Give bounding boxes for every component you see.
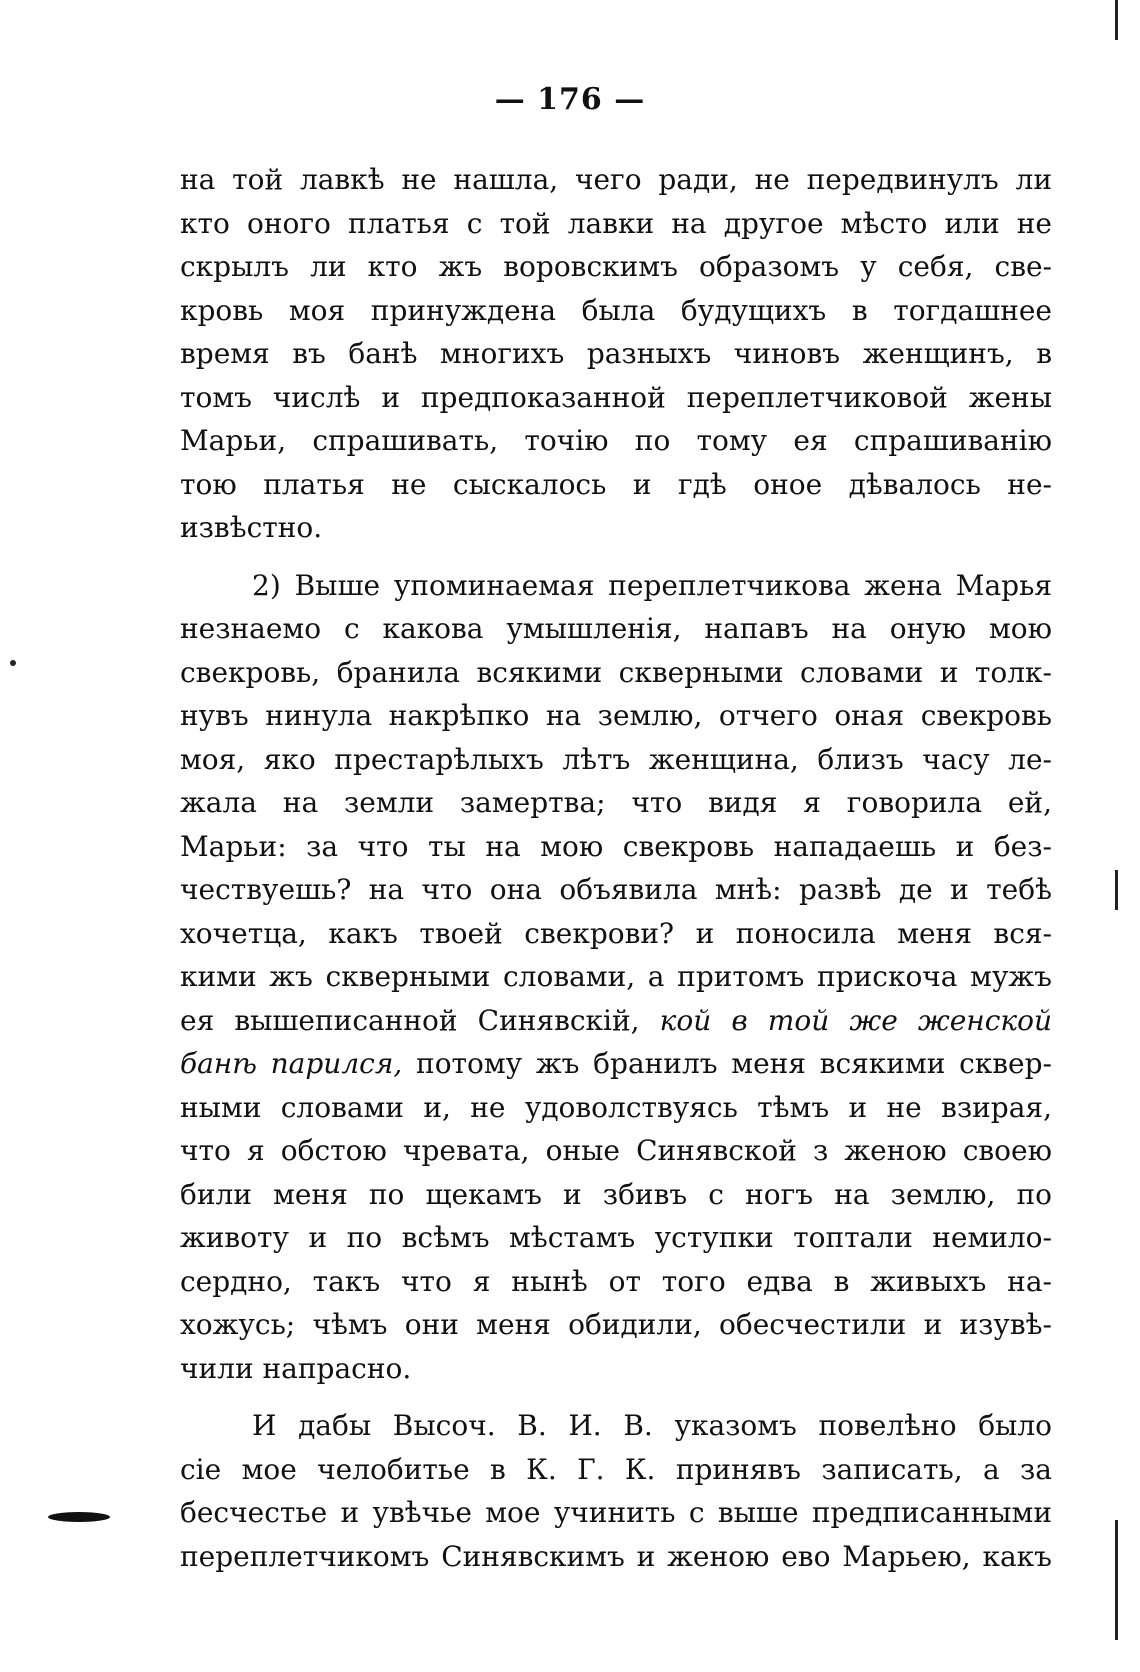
text-segment: ея вышеписанной Синявскій, bbox=[180, 1003, 640, 1037]
text-segment: потому жъ бранилъ меня всякими сквер- bbox=[416, 1047, 1053, 1080]
paragraph-3 bbox=[180, 1404, 1052, 1578]
paragraph-2 bbox=[180, 564, 1052, 1391]
italic-segment: банѣ парился, bbox=[180, 1047, 403, 1080]
page-edge-line bbox=[1115, 1520, 1118, 1640]
page-number: — 176 — bbox=[494, 82, 646, 117]
text-line: переплетчикомъ Синявскимъ и женою ево Марьею, какъ bbox=[180, 1539, 1052, 1573]
text-line: кими жъ скверными словами, а притомъ прискоча мужъ bbox=[180, 960, 1052, 993]
text-line: скрылъ ли кто жъ воровскимъ образомъ у себя, све- bbox=[180, 250, 1052, 283]
text-line: били меня по щекамъ и збивъ с ногъ на землю, по bbox=[180, 1177, 1052, 1211]
text-line: бесчестье и увѣчье мое учинить с выше предписанными bbox=[180, 1496, 1052, 1529]
ink-speck bbox=[10, 660, 16, 666]
text-line: ными словами и, не удоволствуясь тѣмъ и не взирая, bbox=[180, 1090, 1052, 1124]
text-line: тою платья не сыскалось и гдѣ оное дѣвалось не- bbox=[180, 467, 1052, 501]
text-line: 2) Выше упоминаемая переплетчикова жена Марья bbox=[252, 568, 1052, 602]
text-line: сіе мое челобитье в К. Г. К. принявъ записать, а за bbox=[180, 1452, 1052, 1486]
text-line: сердно, такъ что я нынѣ от того едва в живыхъ на- bbox=[180, 1264, 1052, 1298]
text-line: Марьи, спрашивать, точію по тому ея спрашиванію bbox=[180, 424, 1052, 457]
text-line: И дабы Высоч. В. И. В. указомъ повелѣно было bbox=[252, 1409, 1052, 1442]
text-line: кто оного платья с той лавки на другое мѣсто или не bbox=[180, 206, 1052, 240]
text-line: хочетца, какъ твоей свекрови? и поносила меня вся- bbox=[180, 916, 1052, 950]
text-line: кровь моя принуждена была будущихъ в тогдашнее bbox=[180, 293, 1052, 327]
text-line-mixed bbox=[180, 1042, 1052, 1086]
text-line: томъ числѣ и предпоказанной переплетчиковой жены bbox=[180, 380, 1052, 414]
text-line: свекровь, бранила всякими скверными словами и толк- bbox=[180, 655, 1052, 689]
italic-segment: кой в той же женской bbox=[659, 1003, 1053, 1037]
text-line: Марьи: за что ты на мою свекровь нападаешь и без- bbox=[180, 829, 1052, 863]
text-line: хожусь; чѣмъ они меня обидили, обесчестили и изувѣ- bbox=[180, 1308, 1052, 1341]
text-line: чили напрасно. bbox=[180, 1351, 412, 1385]
text-line: животу и по всѣмъ мѣстамъ уступки топтали немило- bbox=[180, 1221, 1052, 1254]
document-body bbox=[180, 158, 1052, 1578]
page-edge-line bbox=[1115, 870, 1118, 910]
text-line-mixed bbox=[180, 999, 1052, 1043]
text-line: время въ банѣ многихъ разныхъ чиновъ женщинъ, в bbox=[180, 337, 1052, 370]
text-line: что я обстою чревата, оные Синявской з женою своею bbox=[180, 1134, 1052, 1167]
text-line: незнаемо с какова умышленія, напавъ на оную мою bbox=[180, 612, 1052, 645]
ink-smudge bbox=[48, 1512, 110, 1522]
text-line: нувъ нинула накрѣпко на землю, отчего оная свекровь bbox=[180, 699, 1052, 732]
text-line: на той лавкѣ не нашла, чего ради, не передвинулъ ли bbox=[180, 163, 1052, 196]
text-line: извѣстно. bbox=[180, 511, 323, 544]
text-line: чествуешь? на что она объявила мнѣ: развѣ де и тебѣ bbox=[180, 873, 1052, 906]
paragraph-1 bbox=[180, 158, 1052, 550]
text-line: моя, яко престарѣлыхъ лѣтъ женщина, близъ часу ле- bbox=[180, 742, 1052, 776]
page-edge-line bbox=[1115, 0, 1118, 40]
text-line: жала на земли замертва; что видя я говорила ей, bbox=[180, 786, 1052, 819]
